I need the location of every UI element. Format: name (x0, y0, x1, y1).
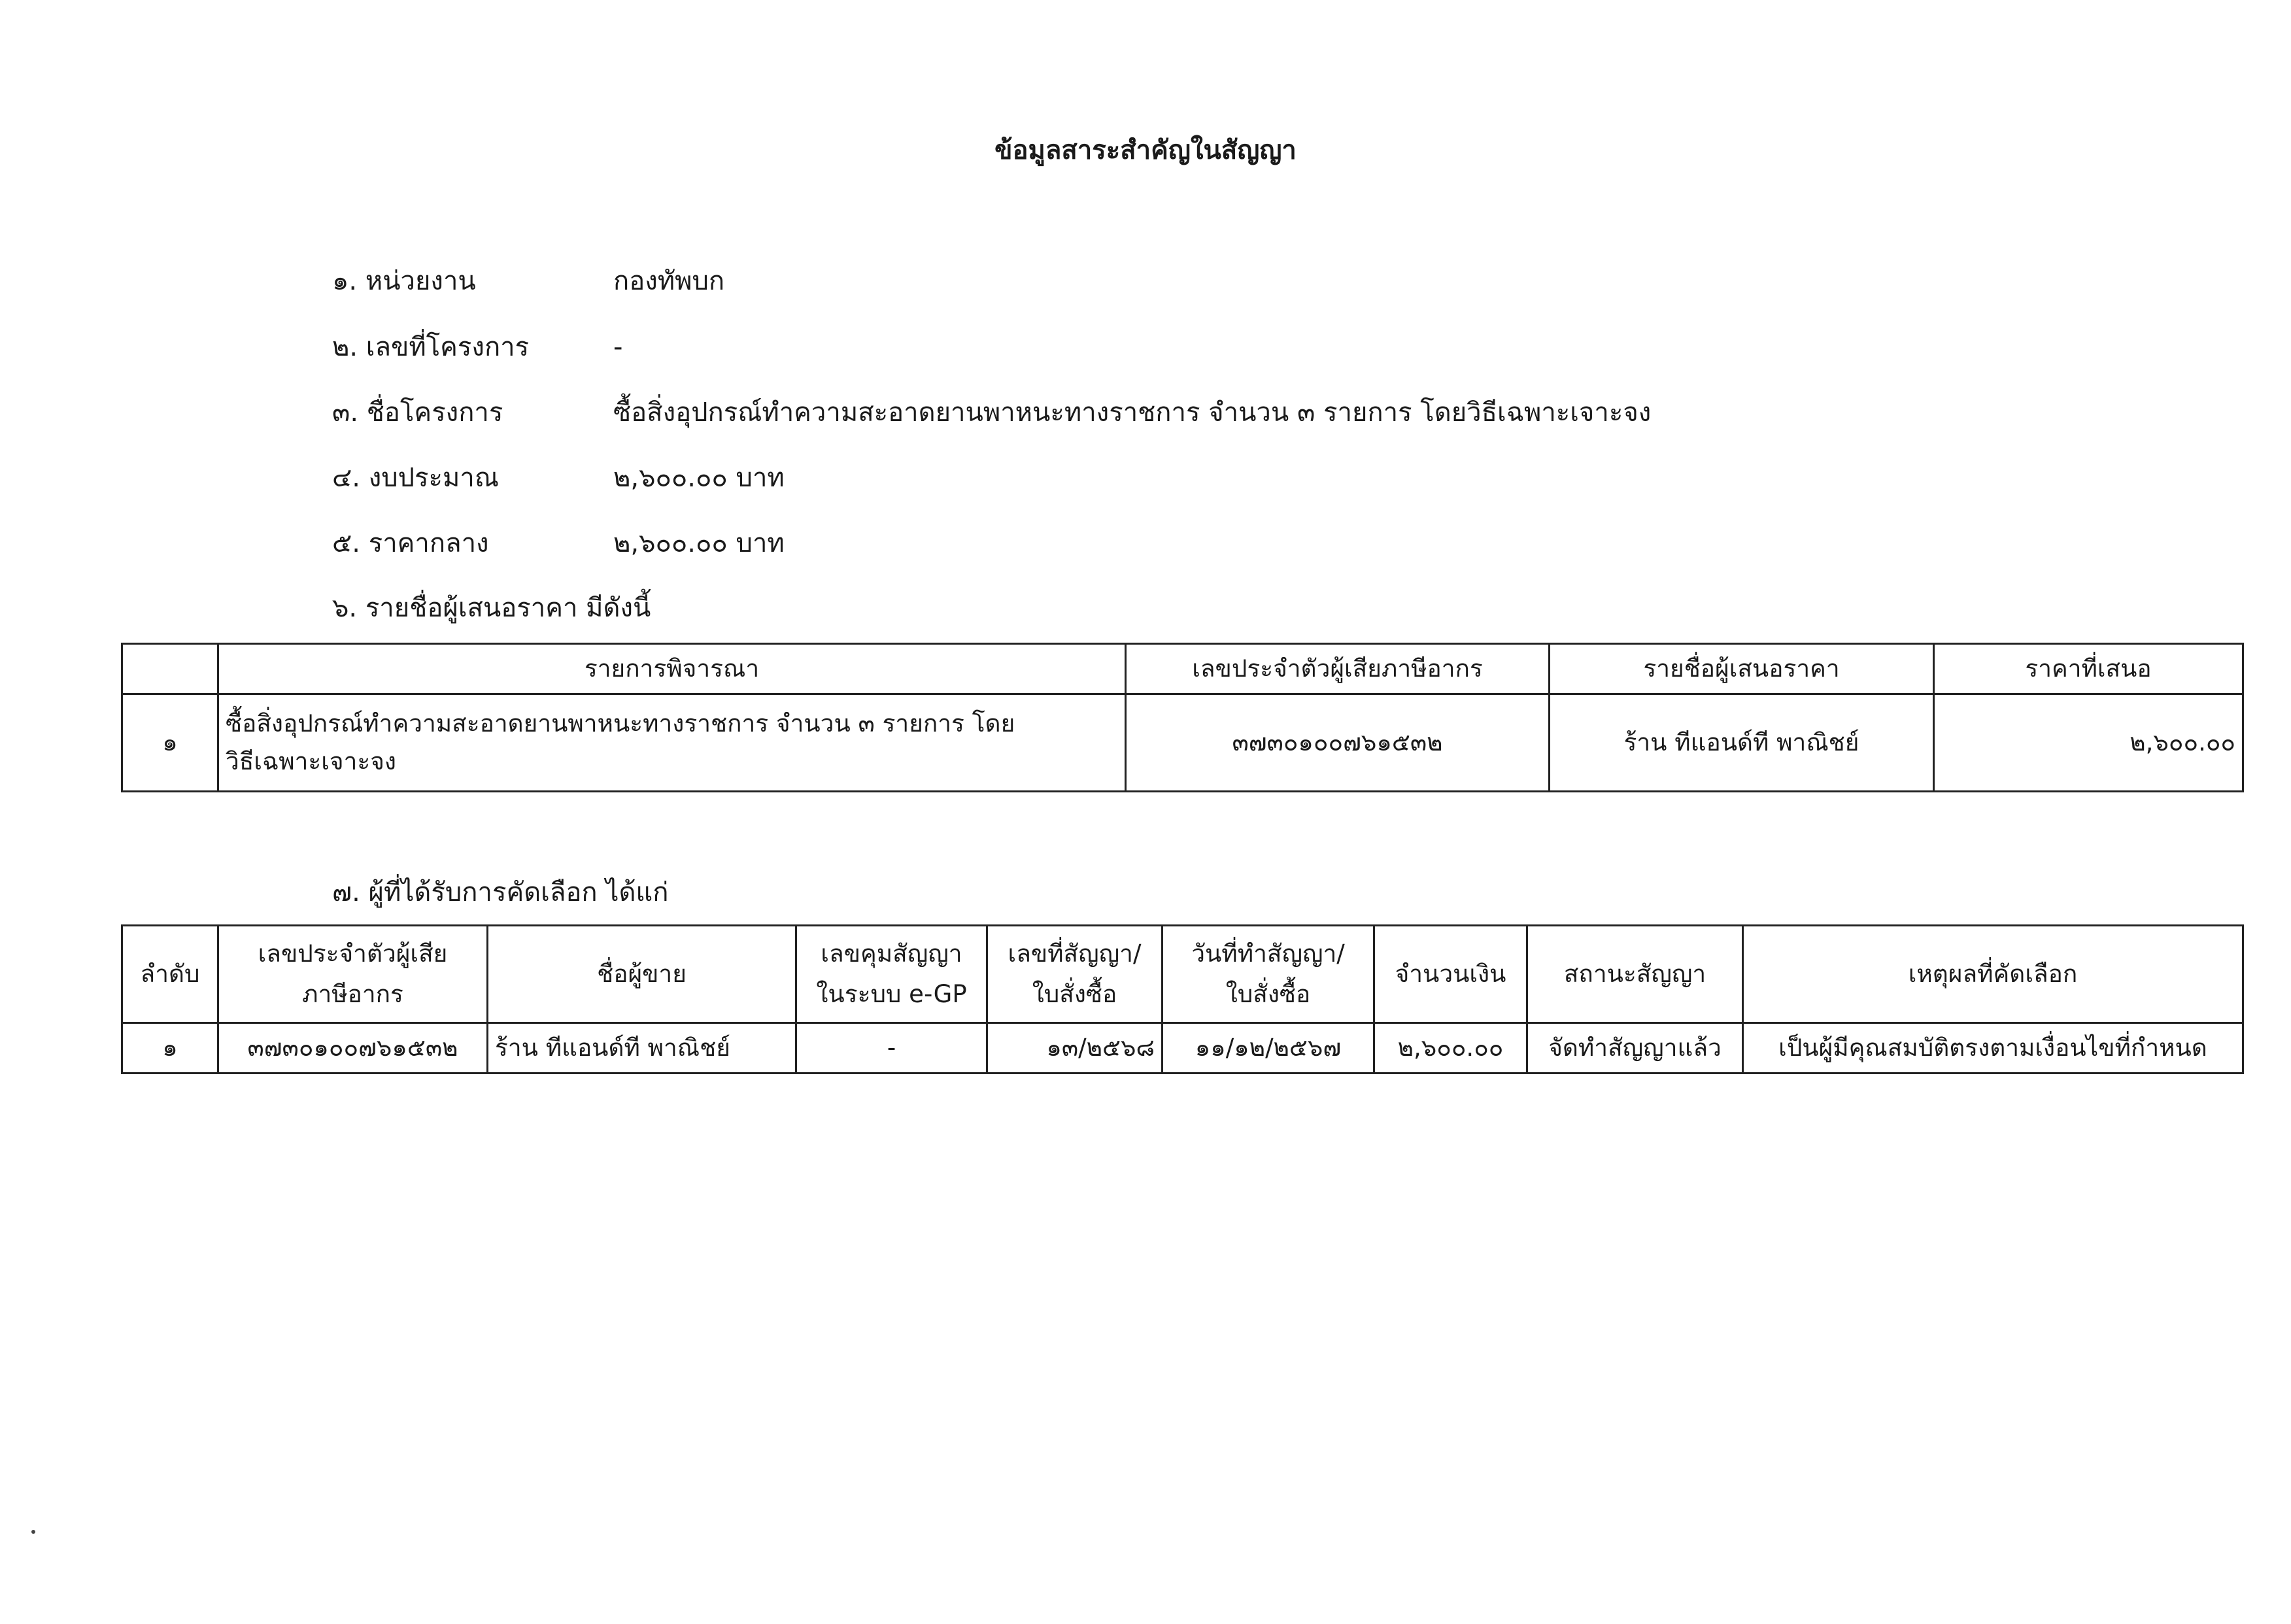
header-cell-contract-date (1162, 926, 1374, 1023)
bidder-name: ร้าน ทีแอนด์ที พาณิชย์ (1550, 694, 1934, 792)
header-line: ลำดับ (140, 960, 200, 988)
header-line: เลขประจำตัวผู้เสีย (258, 939, 448, 968)
tax-id: ๓๗๓๐๑๐๐๗๖๑๕๓๒ (1126, 694, 1550, 792)
header-line: เหตุผลที่คัดเลือก (1908, 960, 2078, 988)
item-description-line1: ซื้อสิ่งอุปกรณ์ทำความสะอาดยานพาหนะทางราชการ จำนวน ๓ รายการ โดย (226, 709, 1015, 737)
row-number: ๑ (122, 1023, 218, 1074)
header-cell: รายชื่อผู้เสนอราคา (1550, 644, 1934, 694)
winner-table (121, 924, 2244, 1074)
scan-speck (31, 1530, 35, 1534)
row-number: ๑ (122, 694, 218, 792)
header-cell-contract-no (987, 926, 1162, 1023)
selection-reason: เป็นผู้มีคุณสมบัติตรงตามเงื่อนไขที่กำหนด (1743, 1023, 2243, 1074)
tax-id: ๓๗๓๐๑๐๐๗๖๑๕๓๒ (218, 1023, 488, 1074)
bidders-table (121, 643, 2244, 792)
table-header-row (122, 926, 2243, 1023)
info-label: ๕. ราคากลาง (332, 528, 489, 558)
contract-number: ๑๓/๒๕๖๘ (987, 1023, 1162, 1074)
info-value: ๒,๖๐๐.๐๐ บาท (613, 463, 785, 493)
header-line: เลขที่สัญญา/ (1008, 939, 1142, 968)
bid-price: ๒,๖๐๐.๐๐ (1934, 694, 2243, 792)
egp-number: - (796, 1023, 987, 1074)
header-cell: รายการพิจารณา (218, 644, 1126, 694)
header-line: ชื่อผู้ขาย (597, 960, 687, 988)
header-cell-egp (796, 926, 987, 1023)
header-cell-status (1527, 926, 1743, 1023)
header-cell (122, 644, 218, 694)
header-cell-order (122, 926, 218, 1023)
header-cell-tax-id (218, 926, 488, 1023)
info-value: ๒,๖๐๐.๐๐ บาท (613, 528, 785, 558)
header-line: จำนวนเงิน (1395, 960, 1506, 988)
info-value: ซื้อสิ่งอุปกรณ์ทำความสะอาดยานพาหนะทางราชการ จำนวน ๓ รายการ โดยวิธีเฉพาะเจาะจง (613, 398, 1652, 428)
header-line: สถานะสัญญา (1563, 960, 1706, 988)
table-row (122, 694, 2243, 792)
contract-status: จัดทำสัญญาแล้ว (1527, 1023, 1743, 1074)
header-line: ใบสั่งซื้อ (1225, 980, 1311, 1008)
header-line: เลขคุมสัญญา (821, 939, 962, 968)
document-title: ข้อมูลสาระสำคัญในสัญญา (994, 135, 1297, 165)
section7-heading: ๗. ผู้ที่ได้รับการคัดเลือก ได้แก่ (332, 877, 669, 907)
header-line: ในระบบ e-GP (816, 980, 967, 1008)
header-line: ใบสั่งซื้อ (1032, 980, 1117, 1008)
info-value: กองทัพบก (613, 266, 725, 296)
item-description-line2: วิธีเฉพาะเจาะจง (226, 747, 396, 775)
header-cell-reason (1743, 926, 2243, 1023)
table-header-row (122, 644, 2243, 694)
contract-date: ๑๑/๑๒/๒๕๖๗ (1162, 1023, 1374, 1074)
header-cell: ราคาที่เสนอ (1934, 644, 2243, 694)
header-cell: เลขประจำตัวผู้เสียภาษีอากร (1126, 644, 1550, 694)
info-label: ๔. งบประมาณ (332, 463, 499, 493)
amount: ๒,๖๐๐.๐๐ (1374, 1023, 1527, 1074)
header-cell-seller (488, 926, 796, 1023)
info-label: ๒. เลขที่โครงการ (332, 332, 530, 362)
seller-name: ร้าน ทีแอนด์ที พาณิชย์ (488, 1023, 796, 1074)
header-cell-amount (1374, 926, 1527, 1023)
header-line: ภาษีอากร (302, 980, 403, 1008)
info-label: ๓. ชื่อโครงการ (332, 398, 503, 428)
header-line: วันที่ทำสัญญา/ (1191, 939, 1345, 968)
info-value: - (613, 332, 623, 362)
info-label: ๑. หน่วยงาน (332, 266, 476, 296)
section6-heading: ๖. รายชื่อผู้เสนอราคา มีดังนี้ (332, 593, 651, 623)
item-description (218, 694, 1126, 792)
table-row (122, 1023, 2243, 1074)
